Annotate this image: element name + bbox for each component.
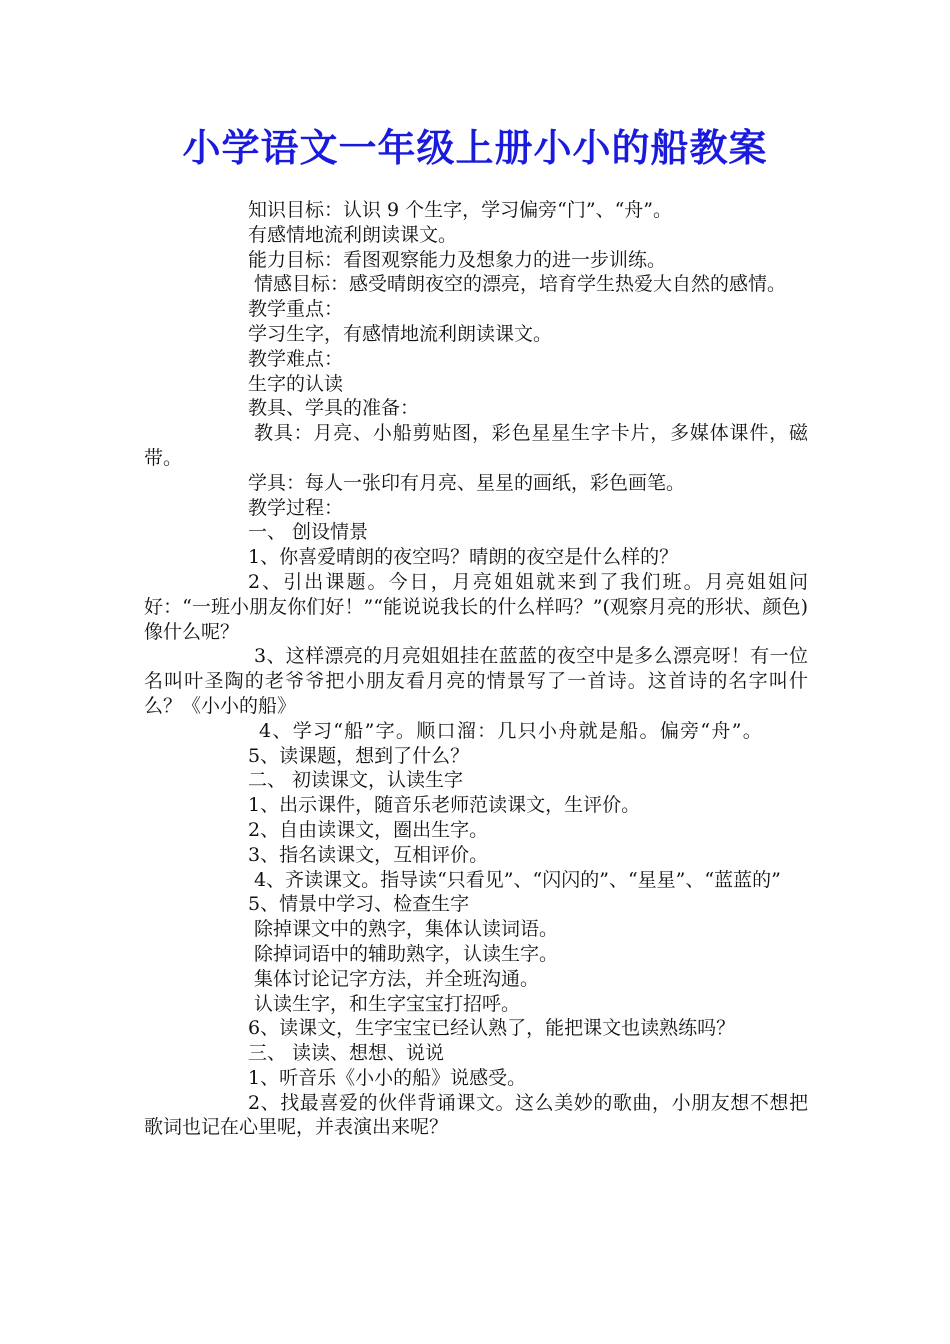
paragraph: 能力目标：看图观察能力及想象力的进一步训练。: [248, 248, 667, 271]
paragraph: 3、这样漂亮的月亮姐姐挂在蓝蓝的夜空中是多么漂亮呀！有一位名叫叶圣陶的老爷爷把小朋友看月亮的情景写了一首诗。这首诗的名字叫什么？《小小的船》: [144, 645, 808, 717]
paragraph: 认读生字，和生字宝宝打招呼。: [254, 992, 521, 1015]
paragraph: 3、指名读课文，互相评价。: [248, 843, 489, 866]
paragraph: 1、出示课件，随音乐老师范读课文，生评价。: [248, 794, 641, 817]
paragraph: 教学过程：: [248, 496, 344, 519]
paragraph: 5、读课题，想到了什么？: [248, 744, 470, 767]
paragraph: 1、你喜爱晴朗的夜空吗？晴朗的夜空是什么样的？: [248, 546, 679, 569]
document-body: [144, 198, 808, 1140]
paragraph: 集体讨论记字方法，并全班沟通。: [254, 967, 540, 990]
paragraph: 2、找最喜爱的伙伴背诵课文。这么美妙的歌曲，小朋友想不想把歌词也记在心里呢，并表演出来呢？: [144, 1091, 808, 1139]
paragraph: 教具：月亮、小船剪贴图，彩色星星生字卡片，多媒体课件，磁带。: [144, 422, 808, 469]
paragraph: 6、读课文，生字宝宝已经认熟了，能把课文也读熟练吗？: [248, 1017, 736, 1040]
paragraph: 教学难点：: [248, 347, 344, 370]
paragraph: 三、 读读、想想、说说: [248, 1042, 445, 1065]
paragraph: 4、学习“船”字。顺口溜：几只小舟就是船。偏旁“舟”。: [259, 719, 764, 742]
paragraph: 2、自由读课文，圈出生字。: [248, 818, 489, 841]
paragraph: 学习生字，有感情地流利朗读课文。: [248, 322, 553, 345]
paragraph: 一、 创设情景: [248, 521, 369, 544]
paragraph: 学具：每人一张印有月亮、星星的画纸，彩色画笔。: [248, 471, 686, 494]
paragraph: 教具、学具的准备：: [248, 397, 420, 420]
paragraph: 5、情景中学习、检查生字: [248, 893, 470, 916]
paragraph: 2、引出课题。今日，月亮姐姐就来到了我们班。月亮姐姐问好：“一班小朋友你们好！”“能说说我长的什么样吗？”(观察月亮的形状、颜色)像什么呢？: [144, 570, 808, 643]
paragraph: 情感目标：感受晴朗夜空的漂亮，培育学生热爱大自然的感情。: [254, 273, 787, 296]
paragraph: 知识目标：认识 9 个生字，学习偏旁“门”、“舟”。: [248, 199, 673, 221]
paragraph: 生字的认读: [248, 372, 344, 395]
paragraph: 教学重点：: [248, 298, 344, 321]
paragraph: 4、齐读课文。指导读“只看见”、“闪闪的”、“星星”、“蓝蓝的”: [254, 868, 781, 891]
paragraph: 有感情地流利朗读课文。: [248, 223, 458, 246]
paragraph: 1、听音乐《小小的船》说感受。: [248, 1066, 527, 1089]
paragraph: 二、 初读课文，认读生字: [248, 769, 464, 792]
paragraph: 除掉课文中的熟字，集体认读词语。: [254, 918, 559, 941]
paragraph: 除掉词语中的辅助熟字，认读生字。: [254, 942, 559, 965]
document-title: 小学语文一年级上册小小的船教案: [182, 126, 768, 170]
